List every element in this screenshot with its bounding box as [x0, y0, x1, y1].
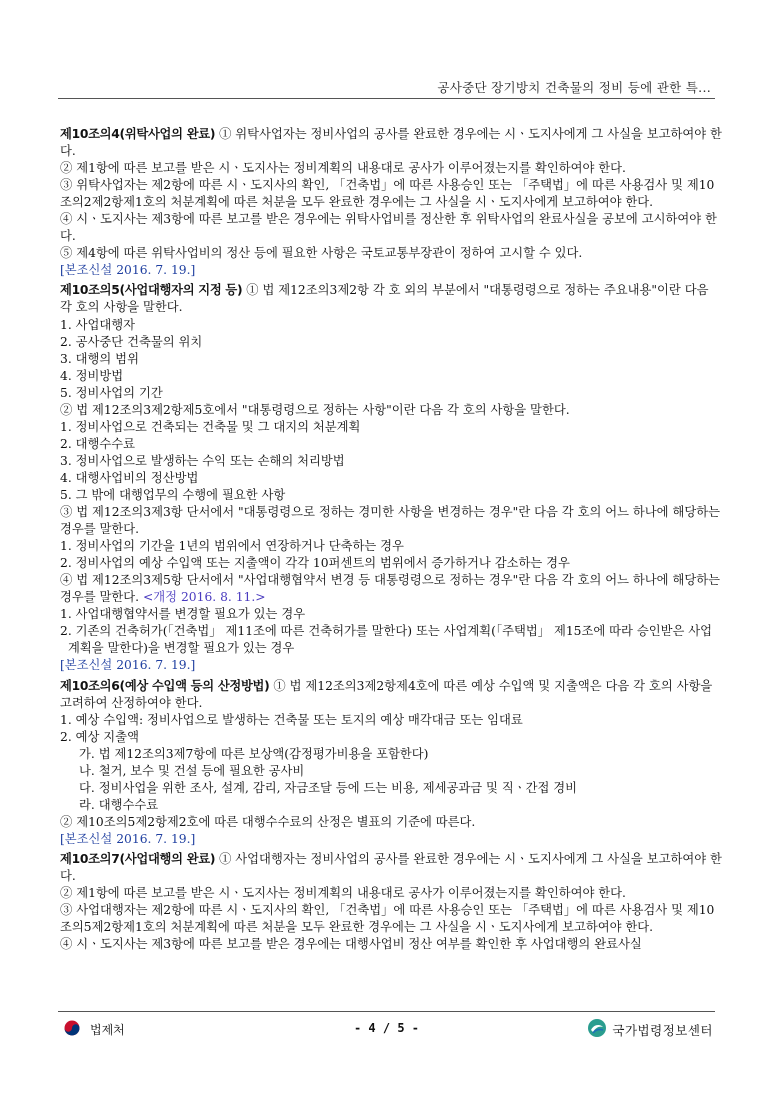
document-body: [60, 126, 722, 953]
article-10-6: [60, 678, 722, 848]
sub-item: 나. 철거, 보수 및 건설 등에 필요한 공사비: [79, 763, 305, 778]
enactment-note: [본조신설 2016. 7. 19.]: [60, 658, 196, 673]
list-item: 2. 기존의 건축허가(「건축법」 제11조에 따른 건축허가를 말한다) 또는 사업계획(「주택법」 제15조에 따라 승인받은 사업계획을 말한다)을 변경할 필요가 있는 경우: [60, 624, 713, 656]
sub-item: 다. 정비사업을 위한 조사, 설계, 감리, 자금조달 등에 드는 비용, 제세공과금 및 직ㆍ간접 경비: [79, 780, 577, 795]
list-item: 1. 정비사업으로 건축되는 건축물 및 그 대지의 처분계획: [60, 419, 361, 434]
article-heading: 제10조의5(사업대행자의 지정 등): [60, 283, 243, 298]
law-info-center-brand: [587, 1018, 713, 1041]
paragraph: ② 제10조의5제2항제2호에 따른 대행수수료의 산정은 별표의 기준에 따른다.: [60, 814, 476, 829]
sub-item: 가. 법 제12조의3제7항에 따른 보상액(감정평가비용을 포함한다): [79, 746, 429, 761]
page-number: - 4 / 5 -: [353, 1021, 420, 1035]
list-item: 3. 대행의 범위: [60, 351, 139, 366]
article-heading: 제10조의7(사업대행의 완료): [60, 851, 216, 866]
list-item: 2. 정비사업의 예상 수입액 또는 지출액이 각각 10퍼센트의 범위에서 증가하거나 감소하는 경우: [60, 556, 570, 571]
document-title: 공사중단 장기방치 건축물의 정비 등에 관한 특...: [437, 80, 711, 95]
enactment-note: [본조신설 2016. 7. 19.]: [60, 263, 196, 278]
list-item: 1. 정비사업의 기간을 1년의 범위에서 연장하거나 단축하는 경우: [60, 539, 404, 554]
article-lead: 제10조의4(위탁사업의 완료) ① 위탁사업자는 정비사업의 공사를 완료한 경우에는 시ㆍ도지사에게 그 사실을 보고하여야 한다.: [60, 127, 722, 159]
page-header: [58, 78, 715, 99]
list-item: 5. 그 밖에 대행업무의 수행에 필요한 사항: [60, 487, 286, 502]
list-item: 1. 사업대행협약서를 변경할 필요가 있는 경우: [60, 607, 306, 622]
article-heading: 제10조의4(위탁사업의 완료): [60, 127, 216, 141]
paragraph: ③ 위탁사업자는 제2항에 따른 시ㆍ도지사의 확인, 「건축법」에 따른 사용승인 또는 「주택법」에 따른 사용검사 및 제10조의2제2항제1호의 처분계획에 따른 처분을 모두 완료한 경우에는 그 사실을 시ㆍ도지사에게 보고하여야 한다.: [60, 178, 715, 210]
article-heading: 제10조의6(예상 수입액 등의 산정방법): [60, 678, 270, 693]
list-item: 4. 대행사업비의 정산방법: [60, 470, 199, 485]
list-item: 2. 예상 지출액: [60, 729, 139, 744]
sub-item: 라. 대행수수료: [79, 797, 159, 812]
article-lead: 제10조의5(사업대행자의 지정 등) ① 법 제12조의3제2항 각 호 외의 부분에서 "대통령령으로 정하는 주요내용"이란 다음 각 호의 사항을 말한다.: [60, 283, 709, 315]
amendment-note: <개정 2016. 8. 11.>: [139, 590, 266, 605]
article-10-4: [60, 126, 722, 279]
list-item: 5. 정비사업의 기간: [60, 385, 163, 400]
page-footer: [58, 1011, 715, 1042]
article-10-7: [60, 851, 722, 953]
paragraph: ⑤ 제4항에 따른 위탁사업비의 정산 등에 필요한 사항은 국토교통부장관이 정하여 고시할 수 있다.: [60, 246, 583, 261]
list-item: 4. 정비방법: [60, 368, 124, 383]
law-info-center-label: 국가법령정보센터: [612, 1022, 713, 1038]
enactment-note: [본조신설 2016. 7. 19.]: [60, 831, 196, 846]
paragraph: ④ 법 제12조의3제5항 단서에서 "사업대행협약서 변경 등 대통령령으로 정하는 경우"란 다음 각 호의 어느 하나에 해당하는 경우를 말한다. <개정 2016. 8. 11.>: [60, 573, 720, 605]
article-lead: 제10조의7(사업대행의 완료) ① 사업대행자는 정비사업의 공사를 완료한 경우에는 시ㆍ도지사에게 그 사실을 보고하여야 한다.: [60, 851, 722, 884]
list-item: 3. 정비사업으로 발생하는 수익 또는 손해의 처리방법: [60, 453, 345, 468]
paragraph: ② 제1항에 따른 보고를 받은 시ㆍ도지사는 정비계획의 내용대로 공사가 이루어졌는지를 확인하여야 한다.: [60, 161, 626, 176]
list-item: 2. 공사중단 건축물의 위치: [60, 334, 203, 349]
law-center-logo-icon: [587, 1018, 607, 1041]
article-10-5: [60, 282, 722, 674]
paragraph: ④ 시ㆍ도지사는 제3항에 따른 보고를 받은 경우에는 위탁사업비를 정산한 후 위탁사업의 완료사실을 공보에 고시하여야 한다.: [60, 212, 717, 244]
paragraph: ③ 사업대행자는 제2항에 따른 시ㆍ도지사의 확인, 「건축법」에 따른 사용승인 또는 「주택법」에 따른 사용검사 및 제10조의5제2항제1호의 처분계획에 따른 처분을 모두 완료한 경우에는 그 사실을 시ㆍ도지사에게 보고하여야 한다.: [60, 903, 715, 935]
list-item: 1. 사업대행자: [60, 317, 136, 332]
paragraph: ④ 시ㆍ도지사는 제3항에 따른 보고를 받은 경우에는 대행사업비 정산 여부를 확인한 후 사업대행의 완료사실: [60, 937, 642, 952]
article-lead: 제10조의6(예상 수입액 등의 산정방법) ① 법 제12조의3제2항제4호에 따른 예상 수입액 및 지출액은 다음 각 호의 사항을 고려하여 산정하여야 한다.: [60, 678, 713, 710]
paragraph: ③ 법 제12조의3제3항 단서에서 "대통령령으로 정하는 경미한 사항을 변경하는 경우"란 다음 각 호의 어느 하나에 해당하는 경우를 말한다.: [60, 505, 720, 537]
paragraph: ② 법 제12조의3제2항제5호에서 "대통령령으로 정하는 사항"이란 다음 각 호의 사항을 말한다.: [60, 402, 570, 417]
paragraph: ② 제1항에 따른 보고를 받은 시ㆍ도지사는 정비계획의 내용대로 공사가 이루어졌는지를 확인하여야 한다.: [60, 886, 626, 901]
moleg-label: 법제처: [90, 1023, 125, 1037]
list-item: 1. 예상 수입액: 정비사업으로 발생하는 건축물 또는 토지의 예상 매각대금 또는 임대료: [60, 712, 523, 727]
list-item: 2. 대행수수료: [60, 436, 136, 451]
